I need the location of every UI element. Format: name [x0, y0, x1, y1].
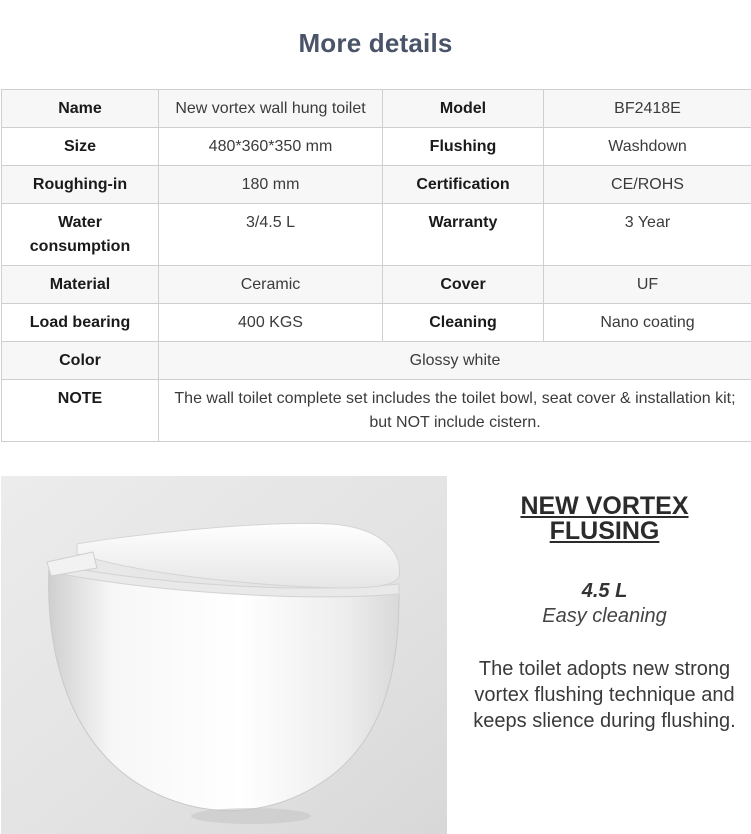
spec-value: Washdown: [544, 128, 751, 166]
spec-label: Model: [383, 90, 544, 128]
spec-value: 180 mm: [159, 166, 383, 204]
spec-value: Nano coating: [544, 304, 751, 342]
table-row: [2, 128, 751, 166]
spec-value: New vortex wall hung toilet: [159, 90, 383, 128]
table-row: [2, 304, 751, 342]
spec-label: Flushing: [383, 128, 544, 166]
spec-value: Glossy white: [159, 342, 751, 380]
spec-value: BF2418E: [544, 90, 751, 128]
spec-label: Color: [2, 342, 159, 380]
feature-capacity: 4.5 L: [581, 580, 628, 602]
spec-label: Name: [2, 90, 159, 128]
spec-label: Warranty: [383, 204, 544, 266]
toilet-illustration: [1, 476, 447, 834]
table-row: [2, 342, 751, 380]
table-row: [2, 166, 751, 204]
table-row: [2, 380, 751, 442]
table-row: [2, 266, 751, 304]
spec-label: Water consumption: [2, 204, 159, 266]
spec-label: NOTE: [2, 380, 159, 442]
spec-label: Cover: [383, 266, 544, 304]
note-line: but NOT include cistern.: [369, 414, 541, 431]
spec-value: 480*360*350 mm: [159, 128, 383, 166]
spec-label: Material: [2, 266, 159, 304]
spec-value: CE/ROHS: [544, 166, 751, 204]
note-line: The wall toilet complete set includes the toilet bowl, seat cover & installation kit;: [174, 390, 736, 407]
spec-value: 3/4.5 L: [159, 204, 383, 266]
table-row: [2, 204, 751, 266]
spec-label: Cleaning: [383, 304, 544, 342]
spec-label: Size: [2, 128, 159, 166]
table-row: [2, 90, 751, 128]
section-title: More details: [298, 28, 453, 58]
spec-label: Certification: [383, 166, 544, 204]
spec-value: 3 Year: [544, 204, 751, 266]
spec-value: Ceramic: [159, 266, 383, 304]
note-text: [159, 380, 751, 442]
spec-value: 400 KGS: [159, 304, 383, 342]
feature-description: The toilet adopts new strong vortex flushing technique and keeps slience during flushing.: [473, 658, 736, 732]
feature-heading: NEW VORTEX FLUSING: [520, 492, 689, 545]
feature-subtitle: Easy cleaning: [542, 605, 667, 627]
spec-label: Load bearing: [2, 304, 159, 342]
feature-panel: [458, 494, 751, 734]
product-photo: [1, 476, 447, 834]
spec-table: [1, 89, 751, 442]
spec-value: UF: [544, 266, 751, 304]
spec-label: Roughing-in: [2, 166, 159, 204]
